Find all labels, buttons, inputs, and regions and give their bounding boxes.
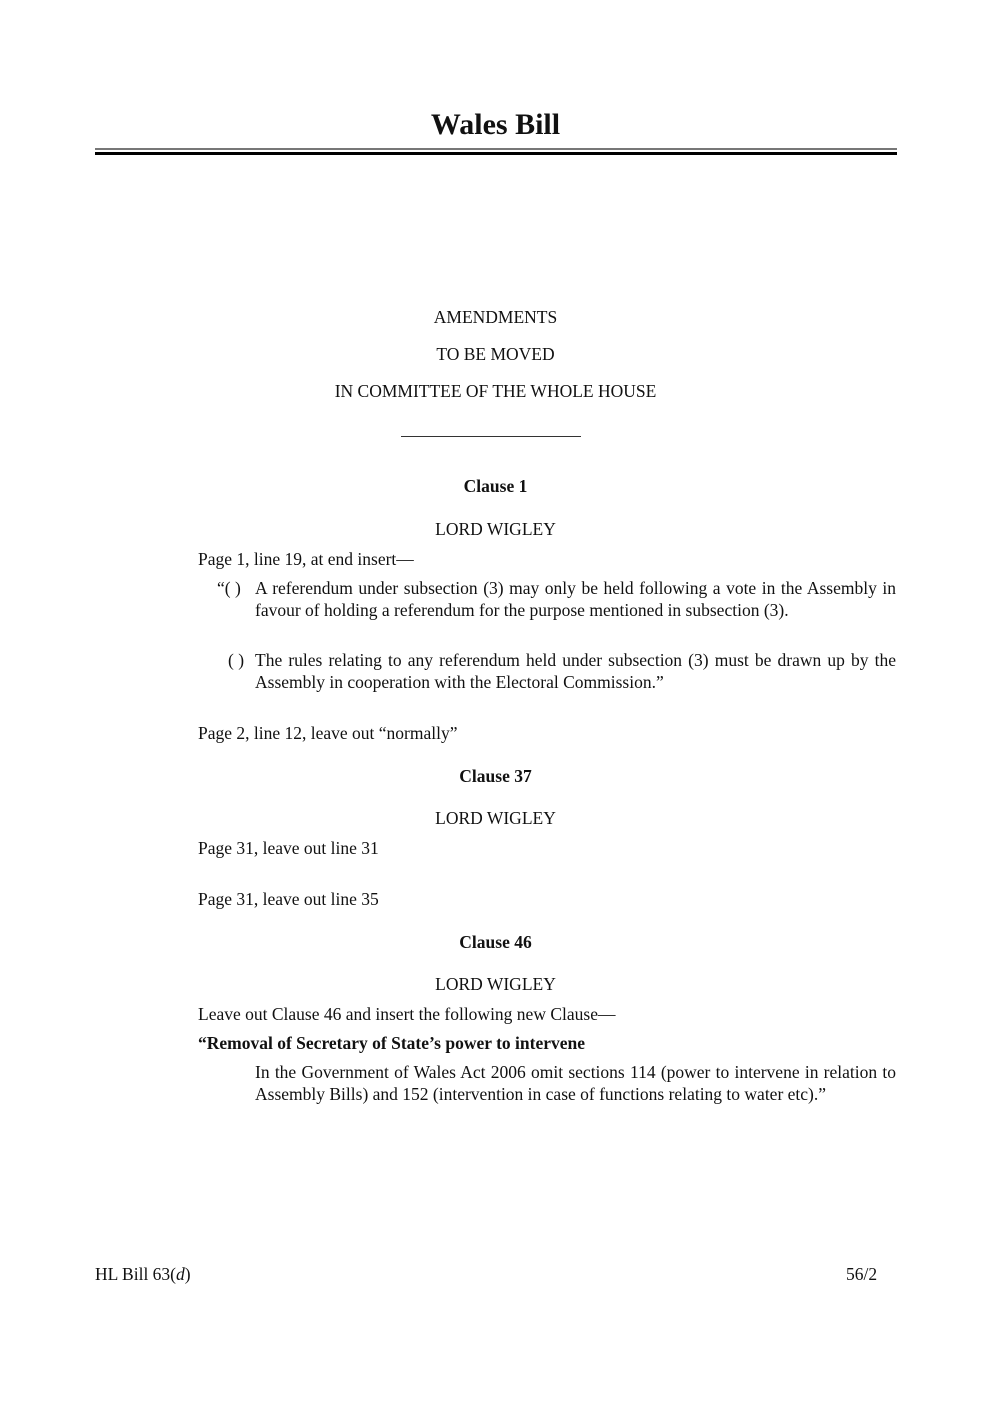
intro-line-1: AMENDMENTS bbox=[433, 307, 558, 327]
intro-line-3: IN COMMITTEE OF THE WHOLE HOUSE bbox=[334, 381, 657, 401]
clause-heading: Clause 1 bbox=[463, 476, 528, 496]
bill-ref-prefix: HL Bill 63( bbox=[95, 1264, 177, 1284]
clause-heading: Clause 37 bbox=[459, 766, 532, 786]
title-rule-thin bbox=[95, 148, 897, 150]
document-title: Wales Bill bbox=[430, 108, 561, 141]
member-name: LORD WIGLEY bbox=[435, 808, 556, 828]
amendment-instruction: Page 31, leave out line 31 bbox=[198, 838, 379, 858]
title-rule-thick bbox=[95, 152, 897, 155]
separator-rule bbox=[401, 436, 581, 437]
subsection-text: The rules relating to any referendum held under subsection (3) must be drawn up by the Assembly in cooperation with the Electoral Commission.” bbox=[255, 650, 896, 692]
intro-line-2: TO BE MOVED bbox=[436, 344, 555, 364]
amendment-instruction: Page 2, line 12, leave out “normally” bbox=[198, 723, 458, 743]
subsection-marker: “( ) bbox=[217, 578, 241, 598]
bill-code: 56/2 bbox=[846, 1264, 878, 1284]
subsection-marker: ( ) bbox=[228, 650, 245, 670]
amendment-instruction: Page 1, line 19, at end insert— bbox=[198, 549, 414, 569]
bill-ref-italic: d bbox=[176, 1264, 185, 1284]
new-clause-text: In the Government of Wales Act 2006 omit sections 114 (power to intervene in relation to Assembly Bills) and 152 (intervention in case of functions relating to water etc).” bbox=[255, 1062, 896, 1104]
amendment-instruction: Leave out Clause 46 and insert the following new Clause— bbox=[198, 1004, 616, 1024]
bill-reference bbox=[95, 1264, 191, 1285]
new-clause-heading: “Removal of Secretary of State’s power to intervene bbox=[198, 1033, 585, 1053]
bill-ref-suffix: ) bbox=[184, 1264, 191, 1284]
member-name: LORD WIGLEY bbox=[435, 974, 556, 994]
subsection-text: A referendum under subsection (3) may only be held following a vote in the Assembly in favour of holding a referendum for the purpose mentioned in subsection (3). bbox=[255, 578, 896, 620]
amendment-instruction: Page 31, leave out line 35 bbox=[198, 889, 379, 909]
clause-heading: Clause 46 bbox=[459, 932, 532, 952]
member-name: LORD WIGLEY bbox=[435, 519, 556, 539]
